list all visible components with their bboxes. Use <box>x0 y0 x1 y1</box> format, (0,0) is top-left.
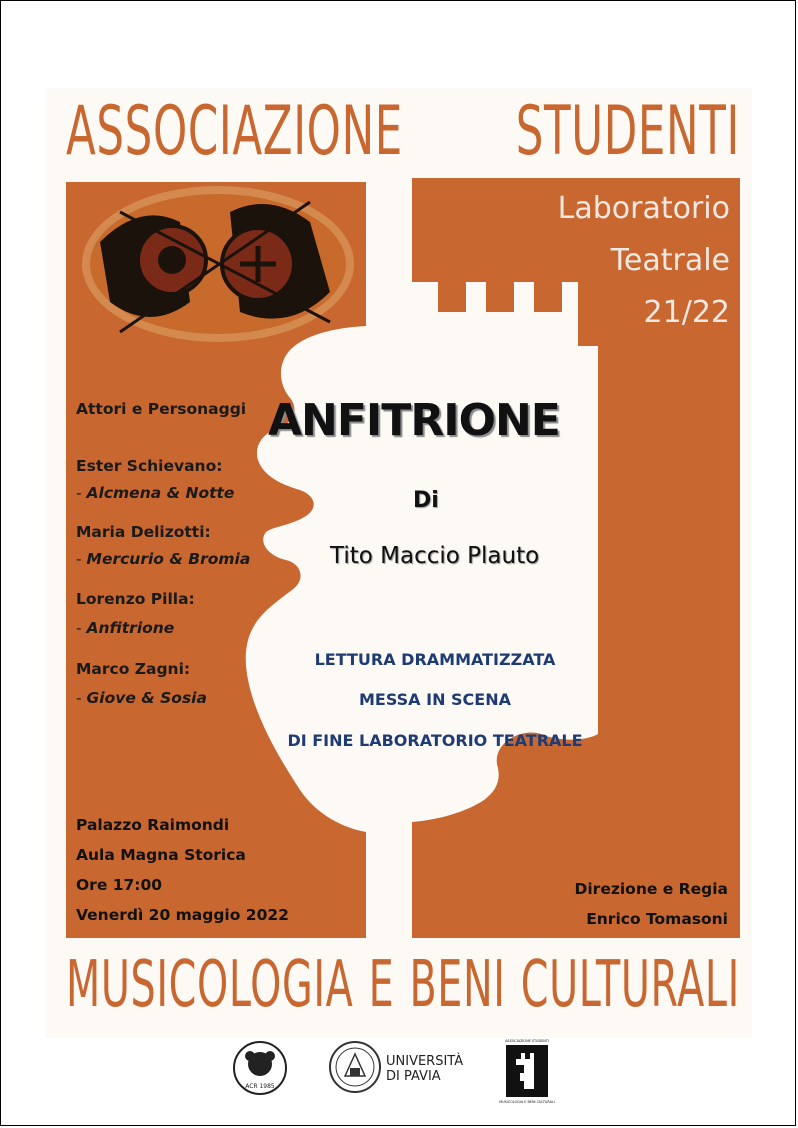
logo-bar <box>0 1040 798 1120</box>
venue-time: Ore 17:00 <box>76 876 163 894</box>
cast-role: - Alcmena & Notte <box>76 484 235 502</box>
greek-vase-painting <box>80 182 356 344</box>
unipv-seal-icon <box>328 1040 382 1094</box>
subtitle-line: DI FINE LABORATORIO TEATRALE <box>287 731 583 750</box>
associazione-studenti-logo-icon <box>499 1036 555 1106</box>
svg-text:MUSICOLOGIA E BENI CULTURALI: MUSICOLOGIA E BENI CULTURALI <box>499 1100 555 1104</box>
unipv-wordmark: UNIVERSITÀ DI PAVIA <box>386 1054 464 1084</box>
cast-actor: Lorenzo Pilla: <box>76 590 195 608</box>
direction-info <box>575 874 729 934</box>
footer-word: BENI <box>409 948 506 1022</box>
cast-role: - Anfitrione <box>76 619 175 637</box>
venue-place: Palazzo Raimondi <box>76 816 230 834</box>
direction-label: Direzione e Regia <box>574 880 728 898</box>
footer-word: MUSICOLOGIA <box>66 948 354 1022</box>
venue-info <box>76 810 289 930</box>
footer-title <box>66 948 740 1022</box>
cast-actor: Ester Schievano: <box>76 457 223 475</box>
venue-room: Aula Magna Storica <box>76 846 246 864</box>
cast-role: - Giove & Sosia <box>76 689 207 707</box>
show-title: ANFITRIONE <box>268 395 560 446</box>
header-word-associazione: ASSOCIAZIONE <box>66 92 403 171</box>
cast-actor: Maria Delizotti: <box>76 523 211 541</box>
lab-title <box>558 183 730 339</box>
acr-logo-icon <box>232 1040 288 1096</box>
svg-text:ASSOCIAZIONE STUDENTI: ASSOCIAZIONE STUDENTI <box>505 1039 549 1043</box>
subtitle-line: LETTURA DRAMMATIZZATA <box>314 650 556 669</box>
subtitle-line: MESSA IN SCENA <box>358 690 511 709</box>
header-word-studenti: STUDENTI <box>515 92 740 171</box>
show-author: Tito Maccio Plauto <box>330 543 540 569</box>
svg-text:ACR 1985: ACR 1985 <box>245 1083 275 1090</box>
direction-name: Enrico Tomasoni <box>586 910 728 928</box>
cast-actor: Marco Zagni: <box>76 660 191 678</box>
show-di: Di <box>413 488 439 513</box>
cast-heading: Attori e Personaggi <box>76 400 247 418</box>
lab-line-year: 21/22 <box>643 295 730 330</box>
footer-word: E <box>368 948 395 1022</box>
cast-role: - Mercurio & Bromia <box>76 550 251 568</box>
lab-line-teatrale: Teatrale <box>610 243 730 278</box>
lab-line-laboratorio: Laboratorio <box>557 191 730 226</box>
footer-word: CULTURALI <box>520 948 740 1022</box>
venue-date: Venerdì 20 maggio 2022 <box>76 906 289 924</box>
